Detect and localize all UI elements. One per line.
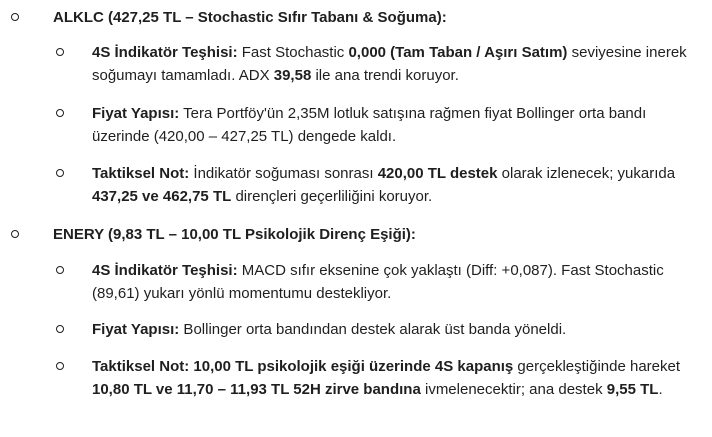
hollow-circle-bullet-icon bbox=[11, 13, 19, 21]
hollow-circle-bullet-icon bbox=[56, 325, 64, 333]
hollow-circle-bullet-icon bbox=[56, 362, 64, 370]
item-text: 4S İndikatör Teşhisi: MACD sıfır eksenine çok yaklaştı (Diff: +0,087). Fast Stochastic (89,61) yukarı yönlü momentumu destekliyor. bbox=[92, 262, 664, 302]
section-heading: ALKLC (427,25 TL – Stochastic Sıfır Tabanı & Soğuma): bbox=[53, 9, 447, 26]
item-text: 4S İndikatör Teşhisi: Fast Stochastic 0,000 (Tam Taban / Aşırı Satım) seviyesine inerek soğumayı tamamladı. ADX 39,58 ile ana trendi koruyor. bbox=[92, 44, 687, 84]
hollow-circle-bullet-icon bbox=[56, 109, 64, 117]
hollow-circle-bullet-icon bbox=[11, 230, 19, 238]
hollow-circle-bullet-icon bbox=[56, 169, 64, 177]
section-heading: ENERY (9,83 TL – 10,00 TL Psikolojik Direnç Eşiği): bbox=[53, 226, 416, 243]
item-text: Fiyat Yapısı: Bollinger orta bandından destek alarak üst banda yöneldi. bbox=[92, 321, 567, 338]
hollow-circle-bullet-icon bbox=[56, 48, 64, 56]
item-text: Taktiksel Not: 10,00 TL psikolojik eşiği üzerinde 4S kapanış gerçekleştiğinde hareket 10,80 TL ve 11,70 – 11,93 TL 52H zirve bandına ivmelenecektir; ana destek 9,55 TL. bbox=[92, 358, 681, 398]
item-text: Taktiksel Not: İndikatör soğuması sonrası 420,00 TL destek olarak izlenecek; yukarıda 437,25 ve 462,75 TL dirençleri geçerliliğini koruyor. bbox=[92, 165, 676, 205]
hollow-circle-bullet-icon bbox=[56, 266, 64, 274]
item-text: Fiyat Yapısı: Tera Portföy'ün 2,35M lotluk satışına rağmen fiyat Bollinger orta bandı üzerinde (420,00 – 427,25 TL) dengede kaldı. bbox=[92, 105, 647, 145]
